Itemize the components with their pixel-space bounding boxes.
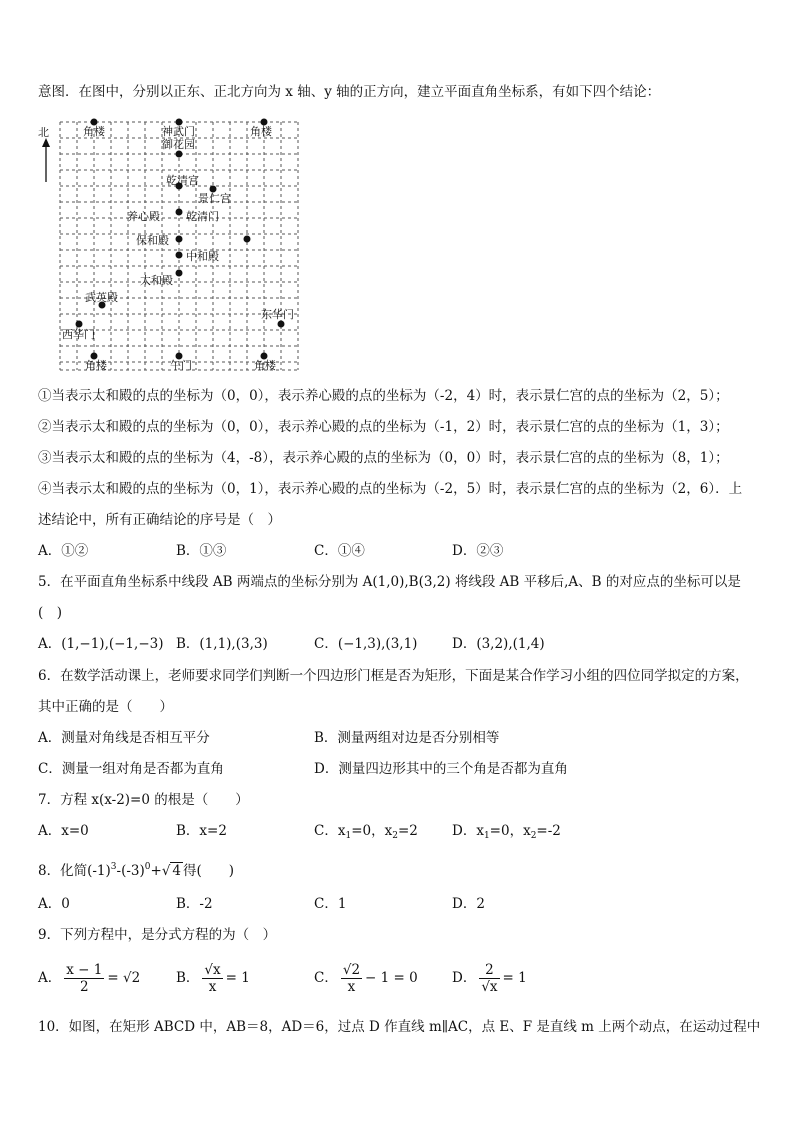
q7-option-a: A．x=0	[38, 823, 89, 839]
q6-option-b: B．测量两组对边是否分别相等	[314, 730, 500, 746]
q4-option-a: A．①②	[38, 543, 89, 559]
marker-taihedian	[176, 270, 183, 277]
q6-option-c: C．测量一组对角是否都为直角	[38, 761, 224, 777]
q4-option-d: D．②③	[452, 543, 504, 559]
label-jiaolou-br: 角楼	[254, 359, 276, 372]
q7-stem: 7．方程 x(x-2)=0 的根是（ ）	[38, 792, 249, 808]
q5-paren: ( )	[38, 605, 63, 621]
q6-option-d: D．测量四边形其中的三个角是否都为直角	[314, 761, 568, 777]
q9-option-c: C． $\frac{√2}{x}$ − 1 = 0	[314, 962, 418, 995]
label-taihedian: 太和殿	[140, 274, 173, 287]
q7-option-b: B．x=2	[176, 823, 227, 839]
q4-statement-1: ①当表示太和殿的点的坐标为（0，0），表示养心殿的点的坐标为（-2，4）时，表示景仁宫的点的坐标为（2，5）；	[38, 388, 729, 404]
q4-option-c: C．①④	[314, 543, 365, 559]
q4-option-b: B．①③	[176, 543, 227, 559]
label-qianqinggong: 乾清宫	[166, 174, 199, 187]
q5-option-a: A．(1,−1),(−1,−3)	[38, 636, 164, 652]
q6-stem: 6．在数学活动课上，老师要求同学们判断一个四边形门框是否为矩形，下面是某合作学习小组的四位同学拟定的方案，	[38, 668, 749, 684]
label-yuhuayuan: 御花园	[162, 138, 195, 151]
label-qianqingmen: 乾清门	[186, 210, 219, 223]
label-jiaolou-bl: 角楼	[85, 359, 107, 372]
q5-option-b: B．(1,1),(3,3)	[176, 636, 268, 652]
marker-qianqingmen	[176, 209, 183, 216]
label-xihuamen: 西华门	[62, 328, 95, 341]
q8-option-c: C．1	[314, 896, 347, 912]
q5-option-c: C．(−1,3),(3,1)	[314, 636, 418, 652]
north-label: 北	[38, 126, 49, 139]
marker-yuhuayuan	[176, 151, 183, 158]
marker-zhonghedian	[176, 252, 183, 259]
label-donghuamen: 东华门	[261, 308, 294, 321]
q5-stem: 5．在平面直角坐标系中线段 AB 两端点的坐标分别为 A(1,0),B(3,2) 将线段 AB 平移后,A、B 的对应点的坐标可以是	[38, 574, 741, 590]
q10-stem: 10．如图，在矩形 ABCD 中，AB＝8，AD＝6，过点 D 作直线 m∥AC，点 E、F 是直线 m 上两个动点，在运动过程中	[38, 1019, 761, 1035]
q7-option-c: C．$x_1=0$，$x_2=2$	[314, 823, 418, 841]
label-baohedian: 保和殿	[136, 234, 169, 247]
label-wumen: 午门	[170, 359, 192, 372]
q5-option-d: D．(3,2),(1,4)	[452, 636, 545, 652]
q4-question: 述结论中，所有正确结论的序号是（ ）	[38, 512, 281, 528]
label-wuyingdian: 武英殿	[85, 291, 118, 304]
q9-stem: 9．下列方程中，是分式方程的为（ ）	[38, 927, 277, 943]
q4-statement-3: ③当表示太和殿的点的坐标为（4，-8），表示养心殿的点的坐标为（0，0）时，表示景仁宫的点的坐标为（8，1）；	[38, 450, 729, 466]
label-jiaolou-tl: 角楼	[83, 125, 105, 138]
q8-option-b: B．-2	[176, 896, 213, 912]
q9-option-a: A． $\frac{x - 1}{2}$ = √2	[38, 962, 141, 995]
marker-baohedian	[176, 236, 183, 243]
q4-statement-4: ④当表示太和殿的点的坐标为（0，1），表示养心殿的点的坐标为（-2，5）时，表示景仁宫的点的坐标为（2，6）．上	[38, 481, 743, 497]
label-jiaolou-tr: 角楼	[250, 125, 272, 138]
q8-option-a: A．0	[38, 896, 70, 912]
label-yangxindian: 养心殿	[127, 210, 160, 223]
label-jingrengong: 景仁宫	[198, 192, 231, 205]
q8-option-d: D．2	[452, 896, 485, 912]
palace-map-figure	[36, 116, 304, 378]
q7-option-d: D．$x_1=0$，$x_2=-2$	[452, 823, 561, 841]
marker-xihuamen	[76, 321, 83, 328]
label-zhonghedian: 中和殿	[186, 250, 219, 263]
q6-option-a: A．测量对角线是否相互平分	[38, 730, 210, 746]
intro-text: 意图．在图中，分别以正东、正北方向为 x 轴、y 轴的正方向，建立平面直角坐标系，有如下四个结论：	[38, 84, 661, 100]
marker-donghuamen	[278, 321, 285, 328]
north-arrow-icon	[42, 138, 50, 147]
q9-option-b: B． $\frac{√x}{x}$ = 1	[176, 962, 250, 995]
label-shenwumen: 神武门	[162, 125, 195, 138]
marker-east-point	[244, 236, 251, 243]
map-grid	[60, 122, 298, 370]
q4-statement-2: ②当表示太和殿的点的坐标为（0，0），表示养心殿的点的坐标为（-1，2）时，表示景仁宫的点的坐标为（1，3）；	[38, 419, 729, 435]
palace-grid-map	[36, 116, 304, 378]
q6-stem-2: 其中正确的是（ ）	[38, 699, 173, 715]
q8-stem: 8．化简$(-1)^3-(-3)^0+√$ 4 得( )	[38, 862, 235, 879]
q9-option-d: D． $\frac{2}{√x}$ = 1	[452, 962, 527, 995]
